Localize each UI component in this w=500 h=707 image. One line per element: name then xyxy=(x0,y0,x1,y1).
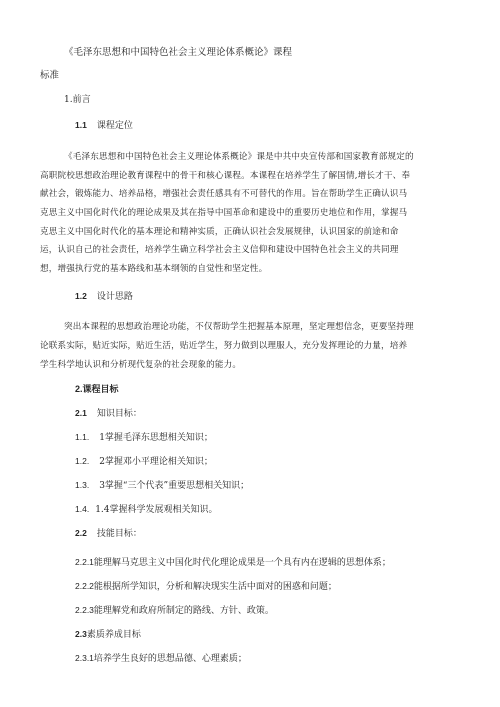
paragraph-line: 学生科学地认识和分析现代复杂的社会现象的能力。 xyxy=(40,360,242,370)
section-heading-goals xyxy=(75,383,119,396)
list-item xyxy=(75,652,247,665)
subsection-heading-2-2 xyxy=(75,527,142,540)
list-item xyxy=(75,604,274,617)
list-item xyxy=(75,580,337,593)
paragraph-line: 高职院校思想政治理论教育课程中的骨干和核心课程。本课程在培养学生了解国情,增长才干、奉 xyxy=(40,171,411,181)
paragraph-line: 论联系实际，贴近实际，贴近生活，贴近学生，努力做到以理服人，充分发挥理论的力量，培养 xyxy=(40,341,408,351)
list-item-text: 能理解马克思主义中国化时代化理论成果是一个具有内在逻辑的思想体系； xyxy=(93,558,391,568)
subsection-heading-2-3 xyxy=(75,628,141,641)
list-item-number: 1.3. xyxy=(75,480,90,490)
list-item-number: 1.1. xyxy=(75,432,90,442)
doc-title-line1: 《毛泽东思想和中国特色社会主义理论体系概论》课程 xyxy=(64,47,293,58)
list-item-number: 2.2.3 xyxy=(75,605,94,615)
doc-title-line2: 标准 xyxy=(40,70,60,81)
paragraph-line: 突出本课程的思想政治理论功能，不仅帮助学生把握基本原理，坚定理想信念，更要坚持理 xyxy=(64,322,414,332)
list-item-text: 培养学生良好的思想品德、心理素质； xyxy=(93,654,247,664)
subsection-heading-2-1 xyxy=(75,407,142,420)
list-item-text: 1掌握毛泽东思想相关知识； xyxy=(99,433,213,443)
list-item-text: 3掌握“三个代表”重要思想相关知识； xyxy=(99,481,250,491)
section-heading-preface: 1.前言 xyxy=(64,95,91,105)
list-item xyxy=(75,503,218,516)
list-item-text: 2掌握邓小平理论相关知识； xyxy=(99,457,213,467)
subsection-number: 2.1 xyxy=(75,408,87,418)
subsection-heading-1-2 xyxy=(75,290,133,303)
list-item xyxy=(75,431,213,444)
subsection-label: 知识目标： xyxy=(96,409,142,419)
list-item-number: 2.3.1 xyxy=(75,653,94,663)
list-item-number: 1.2. xyxy=(75,456,90,466)
subsection-number: 2.3 xyxy=(75,629,87,639)
paragraph-line: 运，认识自己的社会责任，培养学生确立科学社会主义信仰和建设中国特色社会主义的共同理 xyxy=(40,245,399,255)
subsection-label: 课程定位 xyxy=(96,121,133,131)
list-item-text: 1.4掌握科学发展观相关知识。 xyxy=(95,505,218,515)
list-item xyxy=(75,479,249,492)
list-item-text: 能理解党和政府所制定的路线、方针、政策。 xyxy=(93,606,274,616)
list-item xyxy=(75,455,213,468)
list-item-number: 1.4. xyxy=(75,504,90,514)
subsection-label: 技能目标： xyxy=(96,529,142,539)
list-item-number: 2.2.2 xyxy=(75,581,94,591)
subsection-number: 1.1 xyxy=(75,120,87,130)
list-item-number: 2.2.1 xyxy=(75,557,94,567)
list-item xyxy=(75,556,391,569)
list-item-text: 能根据所学知识，分析和解决现实生活中面对的困惑和问题； xyxy=(93,582,337,592)
subsection-number: 2.2 xyxy=(75,528,87,538)
subsection-label: 素质养成目标 xyxy=(86,630,141,640)
subsection-label: 设计思路 xyxy=(96,292,133,302)
section-heading-text: 2.课程目标 xyxy=(75,384,119,394)
paragraph-line: 献社会，锻炼能力、培养品格，增强社会责任感具有不可替代的作用。旨在帮助学生正确认识马 xyxy=(40,189,408,199)
subsection-number: 1.2 xyxy=(75,291,87,301)
subsection-heading-1-1 xyxy=(75,119,133,132)
paragraph-line: 克思主义中国化时代化的基本理论和精神实质，正确认识社会发展规律，认识国家的前途和命 xyxy=(40,227,399,237)
paragraph-line: 克思主义中国化时代化的理论成果及其在指导中国革命和建设中的重要历史地位和作用，掌握马 xyxy=(40,208,408,218)
paragraph-line: 想，增强执行党的基本路线和基本纲领的自觉性和坚定性。 xyxy=(40,264,268,274)
paragraph-line: 《毛泽东思想和中国特色社会主义理论体系概论》课是中共中央宣传部和国家教育部规定的 xyxy=(64,152,414,162)
